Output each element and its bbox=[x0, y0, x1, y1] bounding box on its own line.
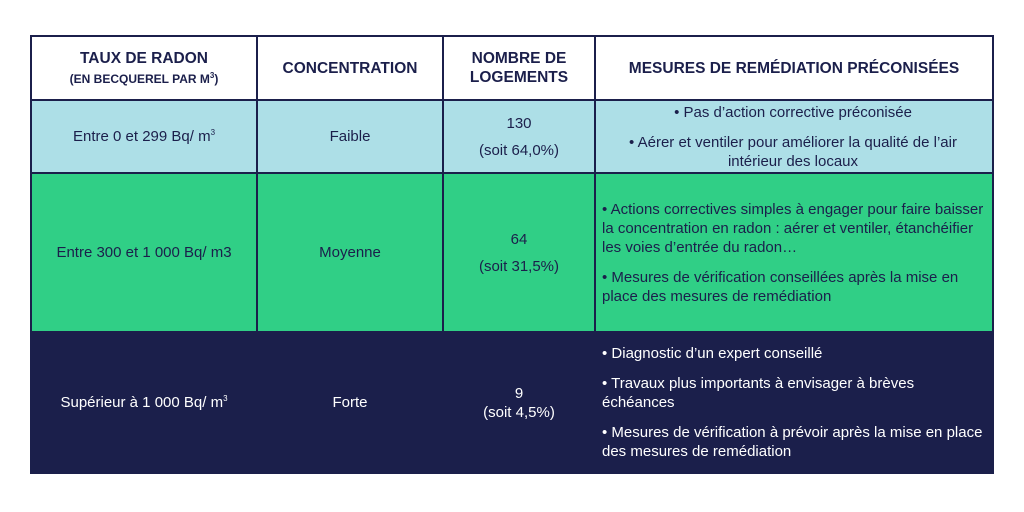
percent-value: (soit 4,5%) bbox=[483, 403, 555, 421]
count-cell bbox=[443, 173, 595, 332]
count-cell bbox=[443, 332, 595, 473]
radon-table bbox=[30, 35, 994, 474]
concentration-cell: Faible bbox=[257, 100, 443, 173]
header-radon-rate bbox=[31, 36, 257, 100]
measure-item: • Actions correctives simples à engager pour faire baisser la concentration en radon : aérer et ventiler, étanchéifier les voies d’entrée du radon… bbox=[602, 200, 984, 256]
header-row bbox=[31, 36, 993, 100]
percent-value: (soit 64,0%) bbox=[478, 141, 560, 159]
count-cell bbox=[443, 100, 595, 173]
measures-cell bbox=[595, 173, 993, 332]
range-cell: Entre 300 et 1 000 Bq/ m3 bbox=[31, 173, 257, 332]
count-value: 9 bbox=[514, 384, 524, 402]
concentration-cell: Moyenne bbox=[257, 173, 443, 332]
measure-item: • Mesures de vérification conseillées après la mise en place des mesures de remédiation bbox=[602, 268, 959, 305]
table-row-medium bbox=[31, 173, 993, 332]
header-radon-rate-subtitle: (EN BECQUEREL PAR $M^3$) bbox=[69, 71, 219, 86]
range-cell: Entre 0 et 299 Bq/ $m^3$ bbox=[31, 100, 257, 173]
header-housing-count: NOMBRE DE LOGEMENTS bbox=[443, 36, 595, 100]
percent-value: (soit 31,5%) bbox=[478, 257, 560, 275]
measure-item: • Mesures de vérification à prévoir après la mise en place des mesures de remédiation bbox=[602, 424, 983, 460]
measure-item: • Pas d’action corrective préconisée bbox=[674, 103, 912, 121]
table-row-low bbox=[31, 100, 993, 173]
measure-item: • Travaux plus importants à envisager à brèves échéances bbox=[602, 375, 915, 411]
header-radon-rate-title: TAUX DE RADON bbox=[79, 50, 209, 67]
radon-table-container bbox=[30, 35, 992, 474]
range-cell: Supérieur à 1 000 Bq/ $m^3$ bbox=[31, 332, 257, 473]
count-value: 130 bbox=[506, 114, 532, 132]
header-remediation: MESURES DE REMÉDIATION PRÉCONISÉES bbox=[595, 36, 993, 100]
table-row-high bbox=[31, 332, 993, 473]
measure-item: • Diagnostic d’un expert conseillé bbox=[602, 345, 823, 362]
measure-item: • Aérer et ventiler pour améliorer la qualité de l’air intérieur des locaux bbox=[629, 133, 957, 170]
count-value: 64 bbox=[510, 230, 528, 248]
concentration-cell: Forte bbox=[257, 332, 443, 473]
measures-cell bbox=[595, 100, 993, 173]
measures-cell bbox=[595, 332, 993, 473]
header-concentration: CONCENTRATION bbox=[257, 36, 443, 100]
